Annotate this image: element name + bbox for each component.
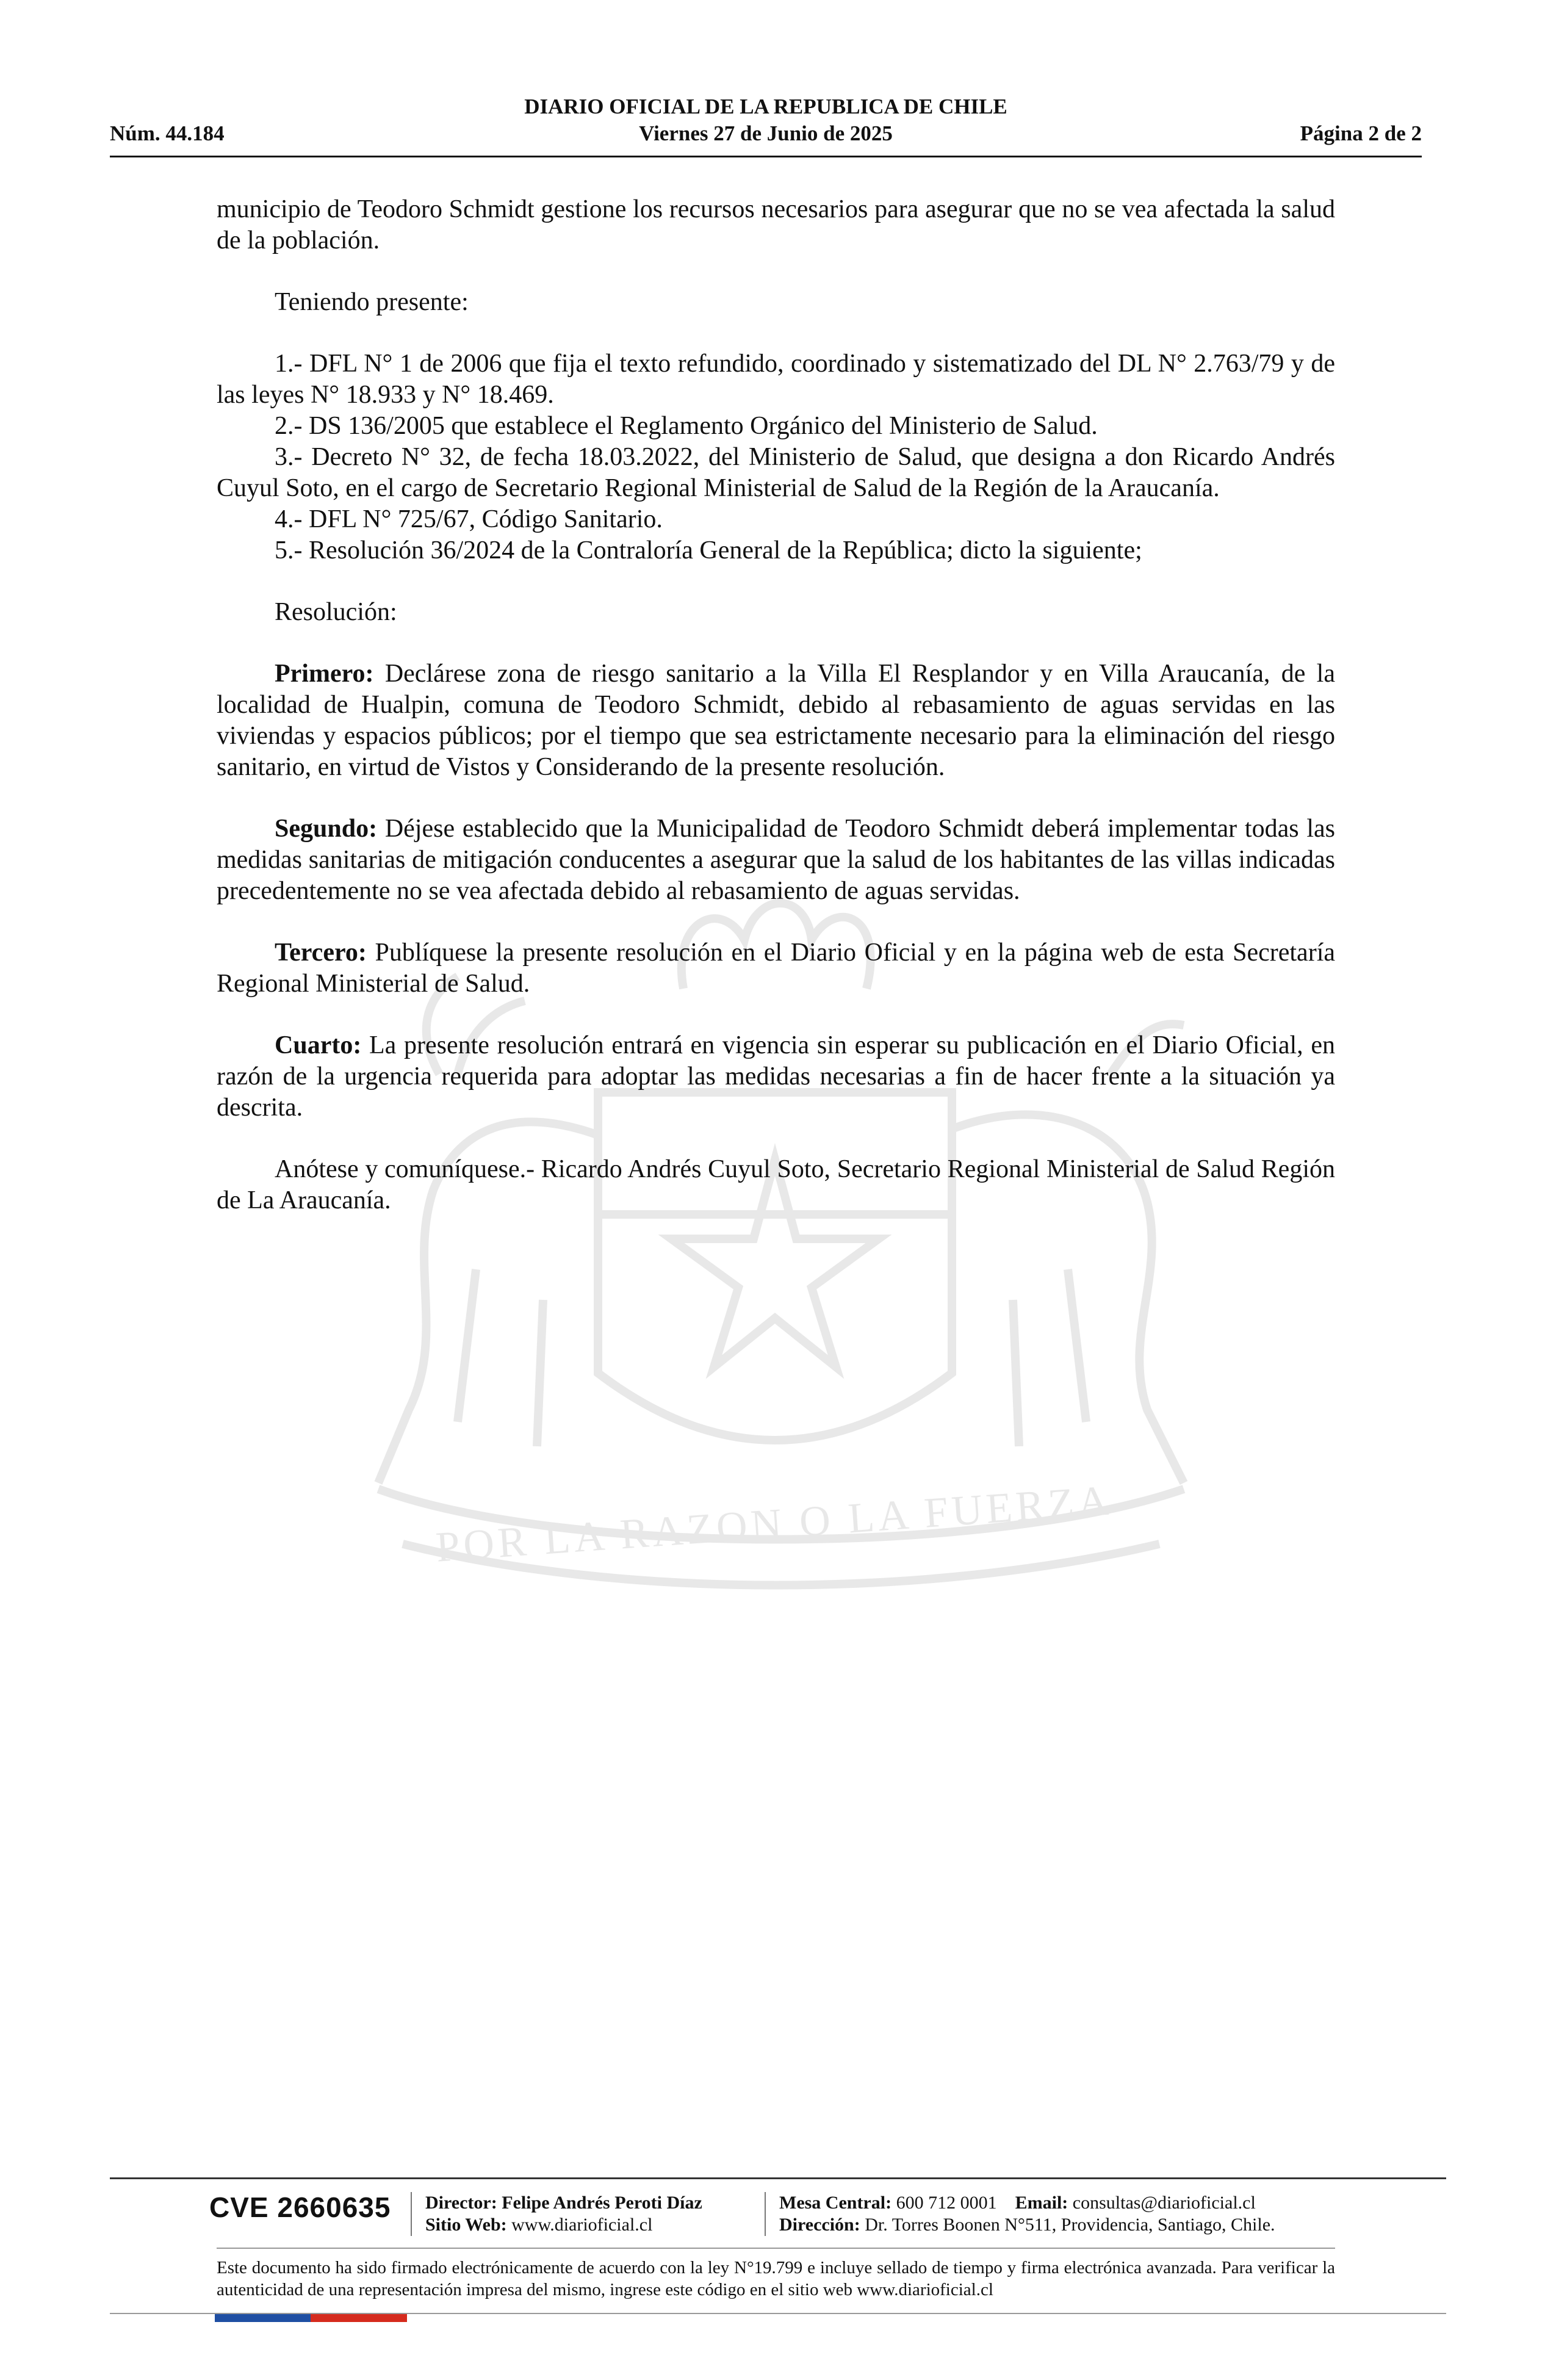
segundo-label: Segundo: bbox=[275, 815, 378, 843]
cuarto-text: La presente resolución entrará en vigencia sin esperar su publicación en el Diario Oficial, en razón de la urgencia requerida para adoptar las medidas necesarias a fin de hacer frente a la situación ya descrita. bbox=[217, 1031, 1335, 1122]
primero-text: Declárese zona de riesgo sanitario a la Villa El Resplandor y en Villa Araucanía, de la localidad de Hualpin, comuna de Teodoro Schmidt, debido al rebasamiento de aguas servidas en las viviendas y espacios públicos; por el tiempo que sea estrictamente necesario para la eliminación del riesgo sanitario, en virtud de Vistos y Considerando de la presente resolución. bbox=[217, 660, 1335, 781]
footer-separator bbox=[765, 2192, 766, 2236]
issue-number: Núm. 44.184 bbox=[110, 121, 225, 145]
direccion-label: Dirección: bbox=[779, 2215, 860, 2235]
resolution-tercero bbox=[217, 937, 1335, 1000]
director-value: Felipe Andrés Peroti Díaz bbox=[502, 2193, 702, 2213]
email-value[interactable]: consultas@diarioficial.cl bbox=[1072, 2193, 1256, 2213]
legal-item-3: 3.- Decreto N° 32, de fecha 18.03.2022, del Ministerio de Salud, que designa a don Ricardo Andrés Cuyul Soto, en el cargo de Secretario Regional Ministerial de Salud de la Región de la Araucanía. bbox=[217, 443, 1335, 502]
page-indicator: Página 2 de 2 bbox=[1300, 121, 1422, 145]
footer-separator bbox=[411, 2192, 412, 2236]
flag-stripe-red bbox=[311, 2314, 407, 2322]
resolution-primero bbox=[217, 658, 1335, 783]
resolution-segundo bbox=[217, 813, 1335, 907]
paragraph-intro: municipio de Teodoro Schmidt gestione los recursos necesarios para asegurar que no se vea afectada la salud de la población. bbox=[217, 195, 1335, 254]
tercero-text: Publíquese la presente resolución en el Diario Oficial y en la página web de esta Secretaría Regional Ministerial de Salud. bbox=[217, 939, 1335, 998]
legal-item-1: 1.- DFL N° 1 de 2006 que fija el texto refundido, coordinado y sistematizado del DL N° 2.763/79 y de las leyes N° 18.933 y N° 18.469. bbox=[217, 350, 1335, 409]
publication-title: DIARIO OFICIAL DE LA REPUBLICA DE CHILE bbox=[524, 95, 1007, 118]
heading-teniendo-presente: Teniendo presente: bbox=[275, 288, 469, 316]
legal-item-4: 4.- DFL N° 725/67, Código Sanitario. bbox=[275, 505, 663, 533]
primero-label: Primero: bbox=[275, 660, 374, 688]
header-divider bbox=[110, 156, 1422, 157]
cve-code: CVE 2660635 bbox=[209, 2191, 391, 2223]
footer-divider-top bbox=[110, 2177, 1446, 2179]
mesa-label: Mesa Central: bbox=[779, 2193, 892, 2213]
legal-item-5: 5.- Resolución 36/2024 de la Contraloría General de la República; dicto la siguiente; bbox=[275, 536, 1142, 564]
footer-contact-block bbox=[779, 2192, 1275, 2236]
sitio-value[interactable]: www.diarioficial.cl bbox=[511, 2215, 653, 2235]
footer-director-block bbox=[425, 2192, 702, 2236]
tercero-label: Tercero: bbox=[275, 939, 367, 967]
resolution-cuarto bbox=[217, 1030, 1335, 1123]
footer-divider-mid bbox=[217, 2248, 1335, 2249]
sitio-label: Sitio Web: bbox=[425, 2215, 507, 2235]
cuarto-label: Cuarto: bbox=[275, 1031, 362, 1059]
publication-date: Viernes 27 de Junio de 2025 bbox=[639, 121, 893, 145]
document-body bbox=[217, 194, 1335, 1216]
segundo-text: Déjese establecido que la Municipalidad de Teodoro Schmidt deberá implementar todas las medidas sanitarias de mitigación conducentes a asegurar que la salud de los habitantes de las villas indicadas precedentemente no se vea afectada debido al rebasamiento de aguas servidas. bbox=[217, 815, 1335, 905]
director-label: Director: bbox=[425, 2193, 497, 2213]
direccion-value: Dr. Torres Boonen N°511, Providencia, Santiago, Chile. bbox=[865, 2215, 1275, 2235]
email-label: Email: bbox=[1015, 2193, 1068, 2213]
flag-stripe-blue bbox=[215, 2314, 311, 2322]
mesa-value: 600 712 0001 bbox=[896, 2193, 997, 2213]
legal-item-2: 2.- DS 136/2005 que establece el Reglamento Orgánico del Ministerio de Salud. bbox=[275, 412, 1098, 440]
page-header bbox=[110, 95, 1422, 156]
closing-signature: Anótese y comuníquese.- Ricardo Andrés Cuyul Soto, Secretario Regional Ministerial de Salud Región de La Araucanía. bbox=[217, 1155, 1335, 1214]
heading-resolucion: Resolución: bbox=[275, 598, 397, 626]
watermark-motto: POR LA RAZON O LA FUERZA bbox=[434, 1477, 1114, 1571]
electronic-signature-disclaimer: Este documento ha sido firmado electrónicamente de acuerdo con la ley N°19.799 e incluye sellado de tiempo y firma electrónica avanzada. Para verificar la autenticidad de una representación impresa del mismo, ingrese este código en el sitio web www.diarioficial.cl bbox=[217, 2258, 1335, 2299]
